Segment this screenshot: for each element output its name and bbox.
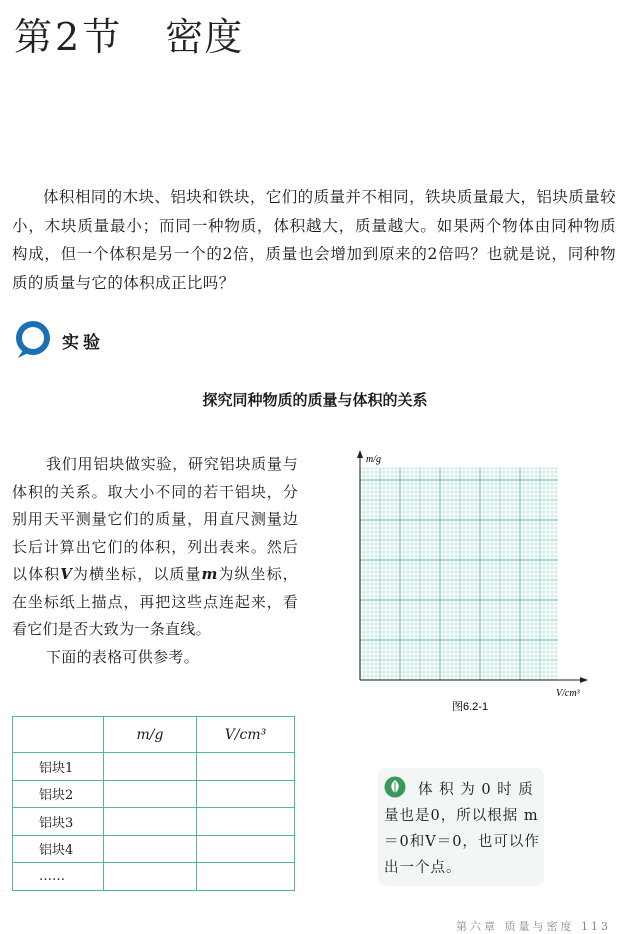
- experiment-label: 实验: [62, 332, 104, 353]
- experiment-body: [12, 451, 298, 671]
- magnifier-icon: [14, 320, 52, 360]
- page-title: 密度: [165, 15, 244, 59]
- x-axis-arrow: [580, 677, 588, 683]
- page-footer: 第六章 质量与密度 113: [456, 920, 611, 933]
- experiment-paragraph-2: 下面的表格可供参考。: [46, 647, 200, 666]
- table-row: [13, 780, 295, 808]
- cell-mass: [104, 835, 197, 863]
- cell-volume: [197, 863, 295, 891]
- row-label: 铝块2: [13, 780, 104, 808]
- section-number: 2: [55, 15, 81, 59]
- row-label: 铝块3: [13, 808, 104, 836]
- x-axis-label: V/cm³: [556, 688, 580, 699]
- header-mass: m/g: [104, 717, 197, 753]
- row-label: 铝块4: [13, 835, 104, 863]
- cell-volume: [197, 835, 295, 863]
- table-row: [13, 863, 295, 891]
- experiment-title: 探究同种物质的质量与体积的关系: [202, 391, 428, 409]
- cell-volume: [197, 753, 295, 781]
- grid-lines: [360, 468, 558, 680]
- row-label: 铝块1: [13, 753, 104, 781]
- experiment-header: [14, 320, 104, 360]
- y-axis-label: m/g: [366, 454, 381, 465]
- header-volume: V/cm³: [197, 717, 295, 753]
- cell-mass: [104, 780, 197, 808]
- cell-mass: [104, 863, 197, 891]
- var-m: m: [201, 565, 218, 583]
- section-title: [14, 6, 243, 61]
- tip-text: 体 积 为 0 时 质 量也是0，所以根据 m＝0和V＝0，也可以作出一个点。: [384, 782, 540, 876]
- y-axis-arrow: [357, 450, 363, 458]
- section-suffix: 节: [82, 15, 122, 59]
- cell-volume: [197, 780, 295, 808]
- header-cell: [13, 717, 104, 753]
- intro-paragraph: 体积相同的木块、铝块和铁块，它们的质量并不相同，铁块质量最大，铝块质量较小，木块质量最小；而同一种物质，体积越大，质量越大。如果两个物体由同种物质构成，但一个体积是另一个的2倍，质量也会增加到原来的2倍吗？也就是说，同种物质的质量与它的体积成正比吗？: [12, 188, 616, 292]
- row-label: ……: [13, 863, 104, 891]
- tip-note: [378, 768, 544, 886]
- table-row: [13, 808, 295, 836]
- table-header-row: [13, 717, 295, 753]
- experiment-paragraph-1: 我们用铝块做实验，研究铝块质量与体积的关系。取大小不同的若干铝块，分别用天平测量它们的质量，用直尺测量边长后计算出它们的体积，列出表来。然后以体积V为横坐标，以质量m为纵坐标，在坐标纸上描点，再把这些点连起来，看看它们是否大致为一条直线。: [12, 455, 298, 638]
- table-row: [13, 753, 295, 781]
- section-prefix: 第: [14, 15, 54, 59]
- leaf-tip-icon: [384, 776, 406, 798]
- graph-paper-figure: [350, 448, 600, 718]
- cell-mass: [104, 808, 197, 836]
- var-v: V: [60, 565, 73, 583]
- cell-volume: [197, 808, 295, 836]
- data-table: [12, 716, 295, 891]
- cell-mass: [104, 753, 197, 781]
- figure-caption: 图6.2-1: [452, 701, 489, 713]
- table-row: [13, 835, 295, 863]
